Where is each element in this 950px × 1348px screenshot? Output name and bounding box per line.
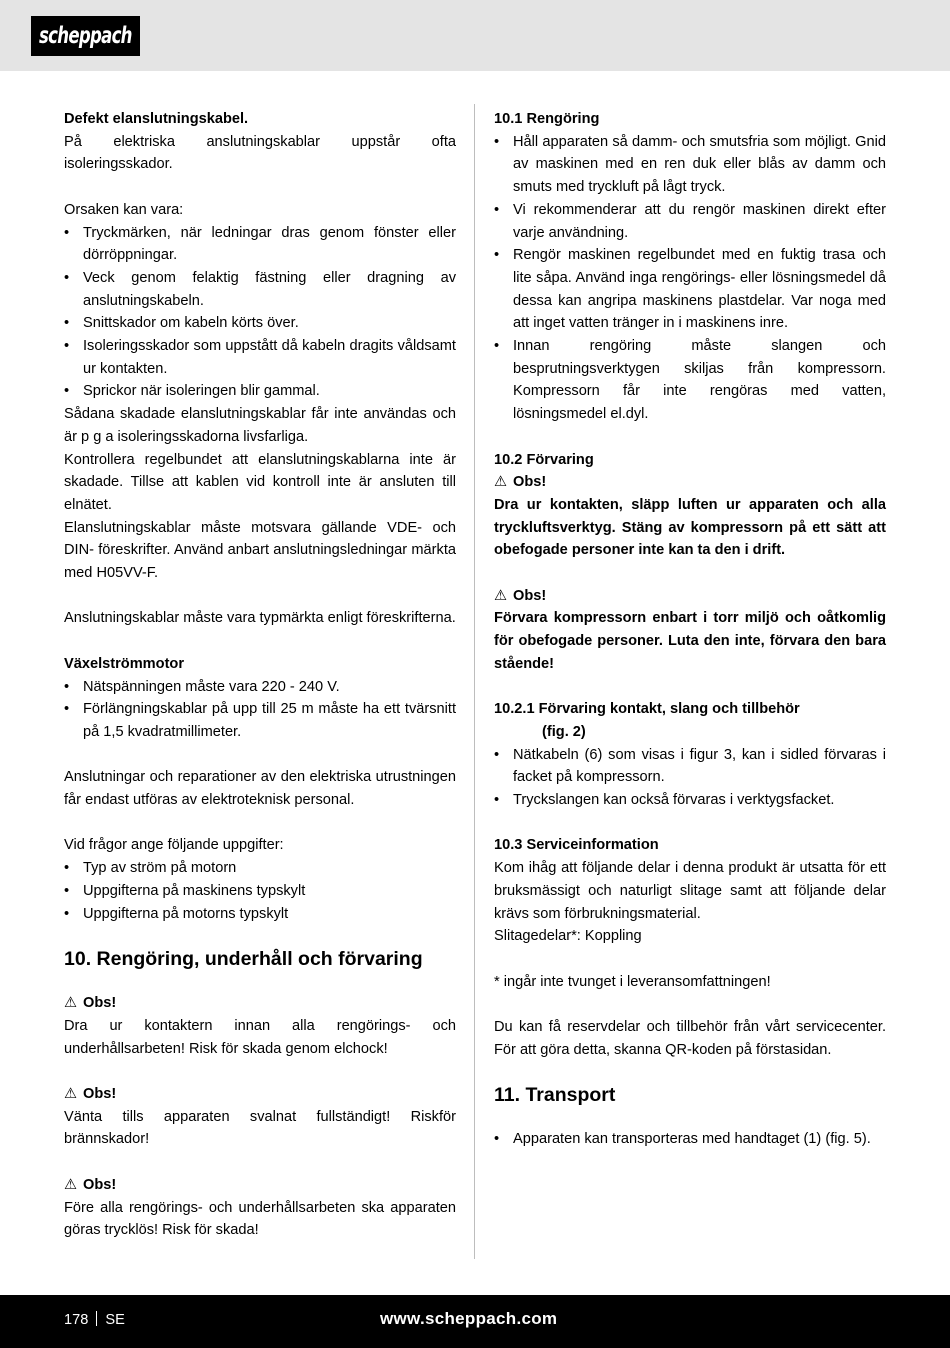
footnote: * ingår inte tvunget i leveransomfattningen! <box>494 973 771 990</box>
footer <box>0 1295 950 1348</box>
motor-list <box>64 676 456 744</box>
section-10-heading: 10. Rengöring, underhåll och förvaring <box>64 948 423 971</box>
list-item: • Isoleringsskador som uppstått då kabeln dragits våldsamt ur kontakten. <box>64 335 456 380</box>
list-item: • Vi rekommenderar att du rengör maskinen direkt efter varje användning. <box>494 199 886 244</box>
logo-text: scheppach <box>39 23 132 49</box>
transport-list <box>494 1128 886 1151</box>
warning-label: Obs! <box>83 995 117 1012</box>
warning-label: Obs! <box>83 1176 117 1193</box>
list-item: • Sprickor när isoleringen blir gammal. <box>64 380 456 403</box>
warning-icon: ⚠ <box>64 1176 78 1193</box>
wear-parts: Slitagedelar*: Koppling <box>494 928 642 945</box>
causes-title: Orsaken kan vara: <box>64 201 184 218</box>
paragraph: Anslutningskablar måste vara typmärkta enligt föreskrifterna. <box>64 610 456 627</box>
list-item: • Apparaten kan transporteras med handtaget (1) (fig. 5). <box>494 1128 886 1151</box>
section-10-2-title: 10.2 Förvaring <box>494 451 594 468</box>
causes-list <box>64 222 456 404</box>
defect-text: På elektriska anslutningskablar uppstår ofta isoleringsskador. <box>64 133 456 173</box>
storage-list <box>494 744 886 812</box>
section-10-3-title: 10.3 Serviceinformation <box>494 837 659 854</box>
list-item: • Håll apparaten så damm- och smutsfria som möjligt. Gnid av maskinen med en ren duk eller blås av damm och smuts med tryckluft på lågt tryck. <box>494 131 886 199</box>
warning-label: Obs! <box>513 474 547 491</box>
website-link[interactable]: www.scheppach.com <box>380 1309 558 1328</box>
separator <box>96 1311 97 1326</box>
warning-icon: ⚠ <box>64 1086 78 1103</box>
defect-title: Defekt elanslutningskabel. <box>64 111 249 127</box>
list-item: • Nätspänningen måste vara 220 - 240 V. <box>64 676 456 699</box>
paragraph: Kom ihåg att följande delar i denna produkt är utsatta för ett bruksmässigt och naturligt slitage samt att följande delar krävs som förbrukningsmaterial. <box>494 860 886 922</box>
section-10-2-1-subtitle: (fig. 2) <box>542 723 586 740</box>
list-item: • Veck genom felaktig fästning eller dragning av anslutningskabeln. <box>64 267 456 312</box>
warning-label: Obs! <box>83 1086 117 1103</box>
warning-text: Vänta tills apparaten svalnat fullständigt! Riskför brännskador! <box>64 1108 456 1148</box>
paragraph: Elanslutningskablar måste motsvara gällande VDE- och DIN- föreskrifter. Använd anbart anslutningsledningar märkta med H05VV-F. <box>64 519 456 582</box>
questions-list <box>64 857 456 925</box>
list-item: • Nätkabeln (6) som visas i figur 3, kan i sidled förvaras i facket på kompressorn. <box>494 744 886 789</box>
cleaning-list <box>494 131 886 426</box>
list-item: • Snittskador om kabeln körts över. <box>64 312 456 335</box>
section-10-1-title: 10.1 Rengöring <box>494 111 600 127</box>
header-band <box>0 0 950 71</box>
warning-icon: ⚠ <box>64 995 78 1012</box>
warning-text: Dra ur kontaktern innan alla rengörings- och underhållsarbeten! Risk för skada genom elchock! <box>64 1017 456 1057</box>
scheppach-logo <box>31 16 140 56</box>
list-item: • Förlängningskablar på upp till 25 m måste ha ett tvärsnitt på 1,5 kvadratmillimeter. <box>64 698 456 743</box>
list-item: • Uppgifterna på maskinens typskylt <box>64 880 456 903</box>
list-item: • Tryckslangen kan också förvaras i verktygsfacket. <box>494 789 886 812</box>
list-item: • Typ av ström på motorn <box>64 857 456 880</box>
list-item: • Innan rengöring måste slangen och besprutningsverktygen skiljas från kompressorn. Kompressorn får inte rengöras med vatten, lösningsmedel el.dyl. <box>494 335 886 426</box>
warning-text: Förvara kompressorn enbart i torr miljö och oåtkomlig för obefogade personer. Luta den inte, förvara den bara stående! <box>494 610 886 672</box>
page-number: 178 <box>64 1312 89 1328</box>
list-item: • Uppgifterna på motorns typskylt <box>64 903 456 926</box>
left-column <box>64 108 456 1242</box>
warning-label: Obs! <box>513 587 547 604</box>
language-code: SE <box>105 1312 125 1328</box>
paragraph: Sådana skadade elanslutningskablar får inte användas och är p g a isoleringsskadorna livsfarliga. <box>64 406 456 445</box>
warning-text: Före alla rengörings- och underhållsarbeten ska apparaten göras trycklös! Risk för skada! <box>64 1199 456 1239</box>
column-divider <box>474 104 475 1259</box>
paragraph: Kontrollera regelbundet att elanslutningskablarna inte är skadade. Tillse att kablen vid kontroll inte är ansluten till elnätet. <box>64 451 456 513</box>
right-column <box>494 108 886 1151</box>
page-info <box>64 1310 125 1330</box>
motor-title: Växelströmmotor <box>64 655 185 672</box>
paragraph: Du kan få reservdelar och tillbehör från vårt servicecenter. För att göra detta, skanna QR-koden på förstasidan. <box>494 1019 886 1058</box>
questions-title: Vid frågor ange följande uppgifter: <box>64 837 284 854</box>
section-10-2-1-title: 10.2.1 Förvaring kontakt, slang och tillbehör <box>494 701 800 718</box>
list-item: • Tryckmärken, när ledningar dras genom fönster eller dörröppningar. <box>64 222 456 267</box>
warning-icon: ⚠ <box>494 587 508 604</box>
list-item: • Rengör maskinen regelbundet med en fuktig trasa och lite såpa. Använd inga rengörings- eller lösningsmedel då dessa kan angripa maskinens plastdelar. Var noga med att inget vatten tränger in i maskinens inre. <box>494 244 886 335</box>
section-11-heading: 11. Transport <box>494 1084 616 1107</box>
warning-icon: ⚠ <box>494 474 508 491</box>
paragraph: Anslutningar och reparationer av den elektriska utrustningen får endast utföras av elektroteknisk personal. <box>64 769 456 809</box>
warning-text: Dra ur kontakten, släpp luften ur apparaten och alla tryckluftsverktyg. Stäng av kompressorn på ett sätt att obefogade personer inte kan ta den i drift. <box>494 496 886 559</box>
